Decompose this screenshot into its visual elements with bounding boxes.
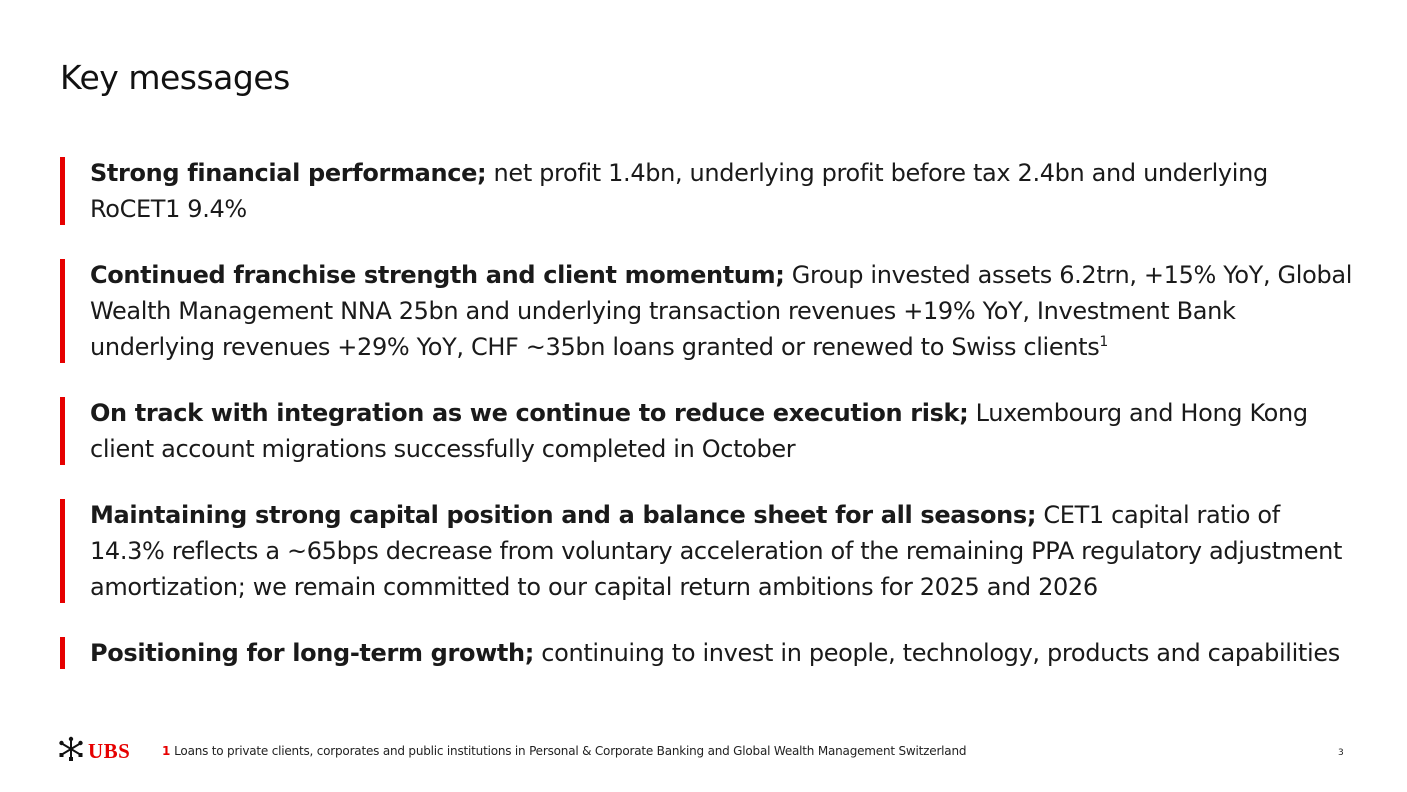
footnote (162, 744, 966, 758)
message-item (60, 635, 1360, 671)
footnote-number: 1 (162, 744, 171, 758)
message-item (60, 257, 1360, 365)
message-lead: Strong financial performance; (90, 159, 487, 187)
message-item (60, 497, 1360, 605)
footnote-ref: 1 (1099, 334, 1108, 350)
message-item (60, 395, 1360, 467)
message-lead: Continued franchise strength and client momentum; (90, 261, 785, 289)
message-lead: Positioning for long-term growth; (90, 639, 535, 667)
ubs-keys-icon (58, 736, 84, 766)
ubs-logo (58, 736, 130, 766)
message-body: net profit 1.4bn, underlying profit before tax 2.4bn and underlying RoCET1 9.4% (90, 159, 1268, 223)
footnote-text: Loans to private clients, corporates and public institutions in Personal & Corporate Banking and Global Wealth Management Switzerland (174, 744, 967, 758)
page-number: 3 (1338, 748, 1344, 758)
message-body: Luxembourg and Hong Kong client account migrations successfully completed in October (90, 399, 1308, 463)
message-body: Group invested assets 6.2trn, +15% YoY, Global Wealth Management NNA 25bn and underlying transaction revenues +19% YoY, Investment Bank underlying revenues +29% YoY, CHF ~35bn loans granted or renewed to Swiss clients (90, 261, 1353, 361)
message-body: CET1 capital ratio of 14.3% reflects a ~65bps decrease from voluntary acceleration of the remaining PPA regulatory adjustment amortization; we remain committed to our capital return ambitions for 2025 and 2026 (90, 501, 1343, 601)
message-item (60, 155, 1360, 227)
message-body: continuing to invest in people, technology, products and capabilities (534, 639, 1340, 667)
message-lead: Maintaining strong capital position and a balance sheet for all seasons; (90, 501, 1037, 529)
page-title: Key messages (60, 58, 290, 97)
key-messages-list (60, 155, 1360, 701)
ubs-logo-text: UBS (88, 738, 131, 763)
message-lead: On track with integration as we continue to reduce execution risk; (90, 399, 969, 427)
